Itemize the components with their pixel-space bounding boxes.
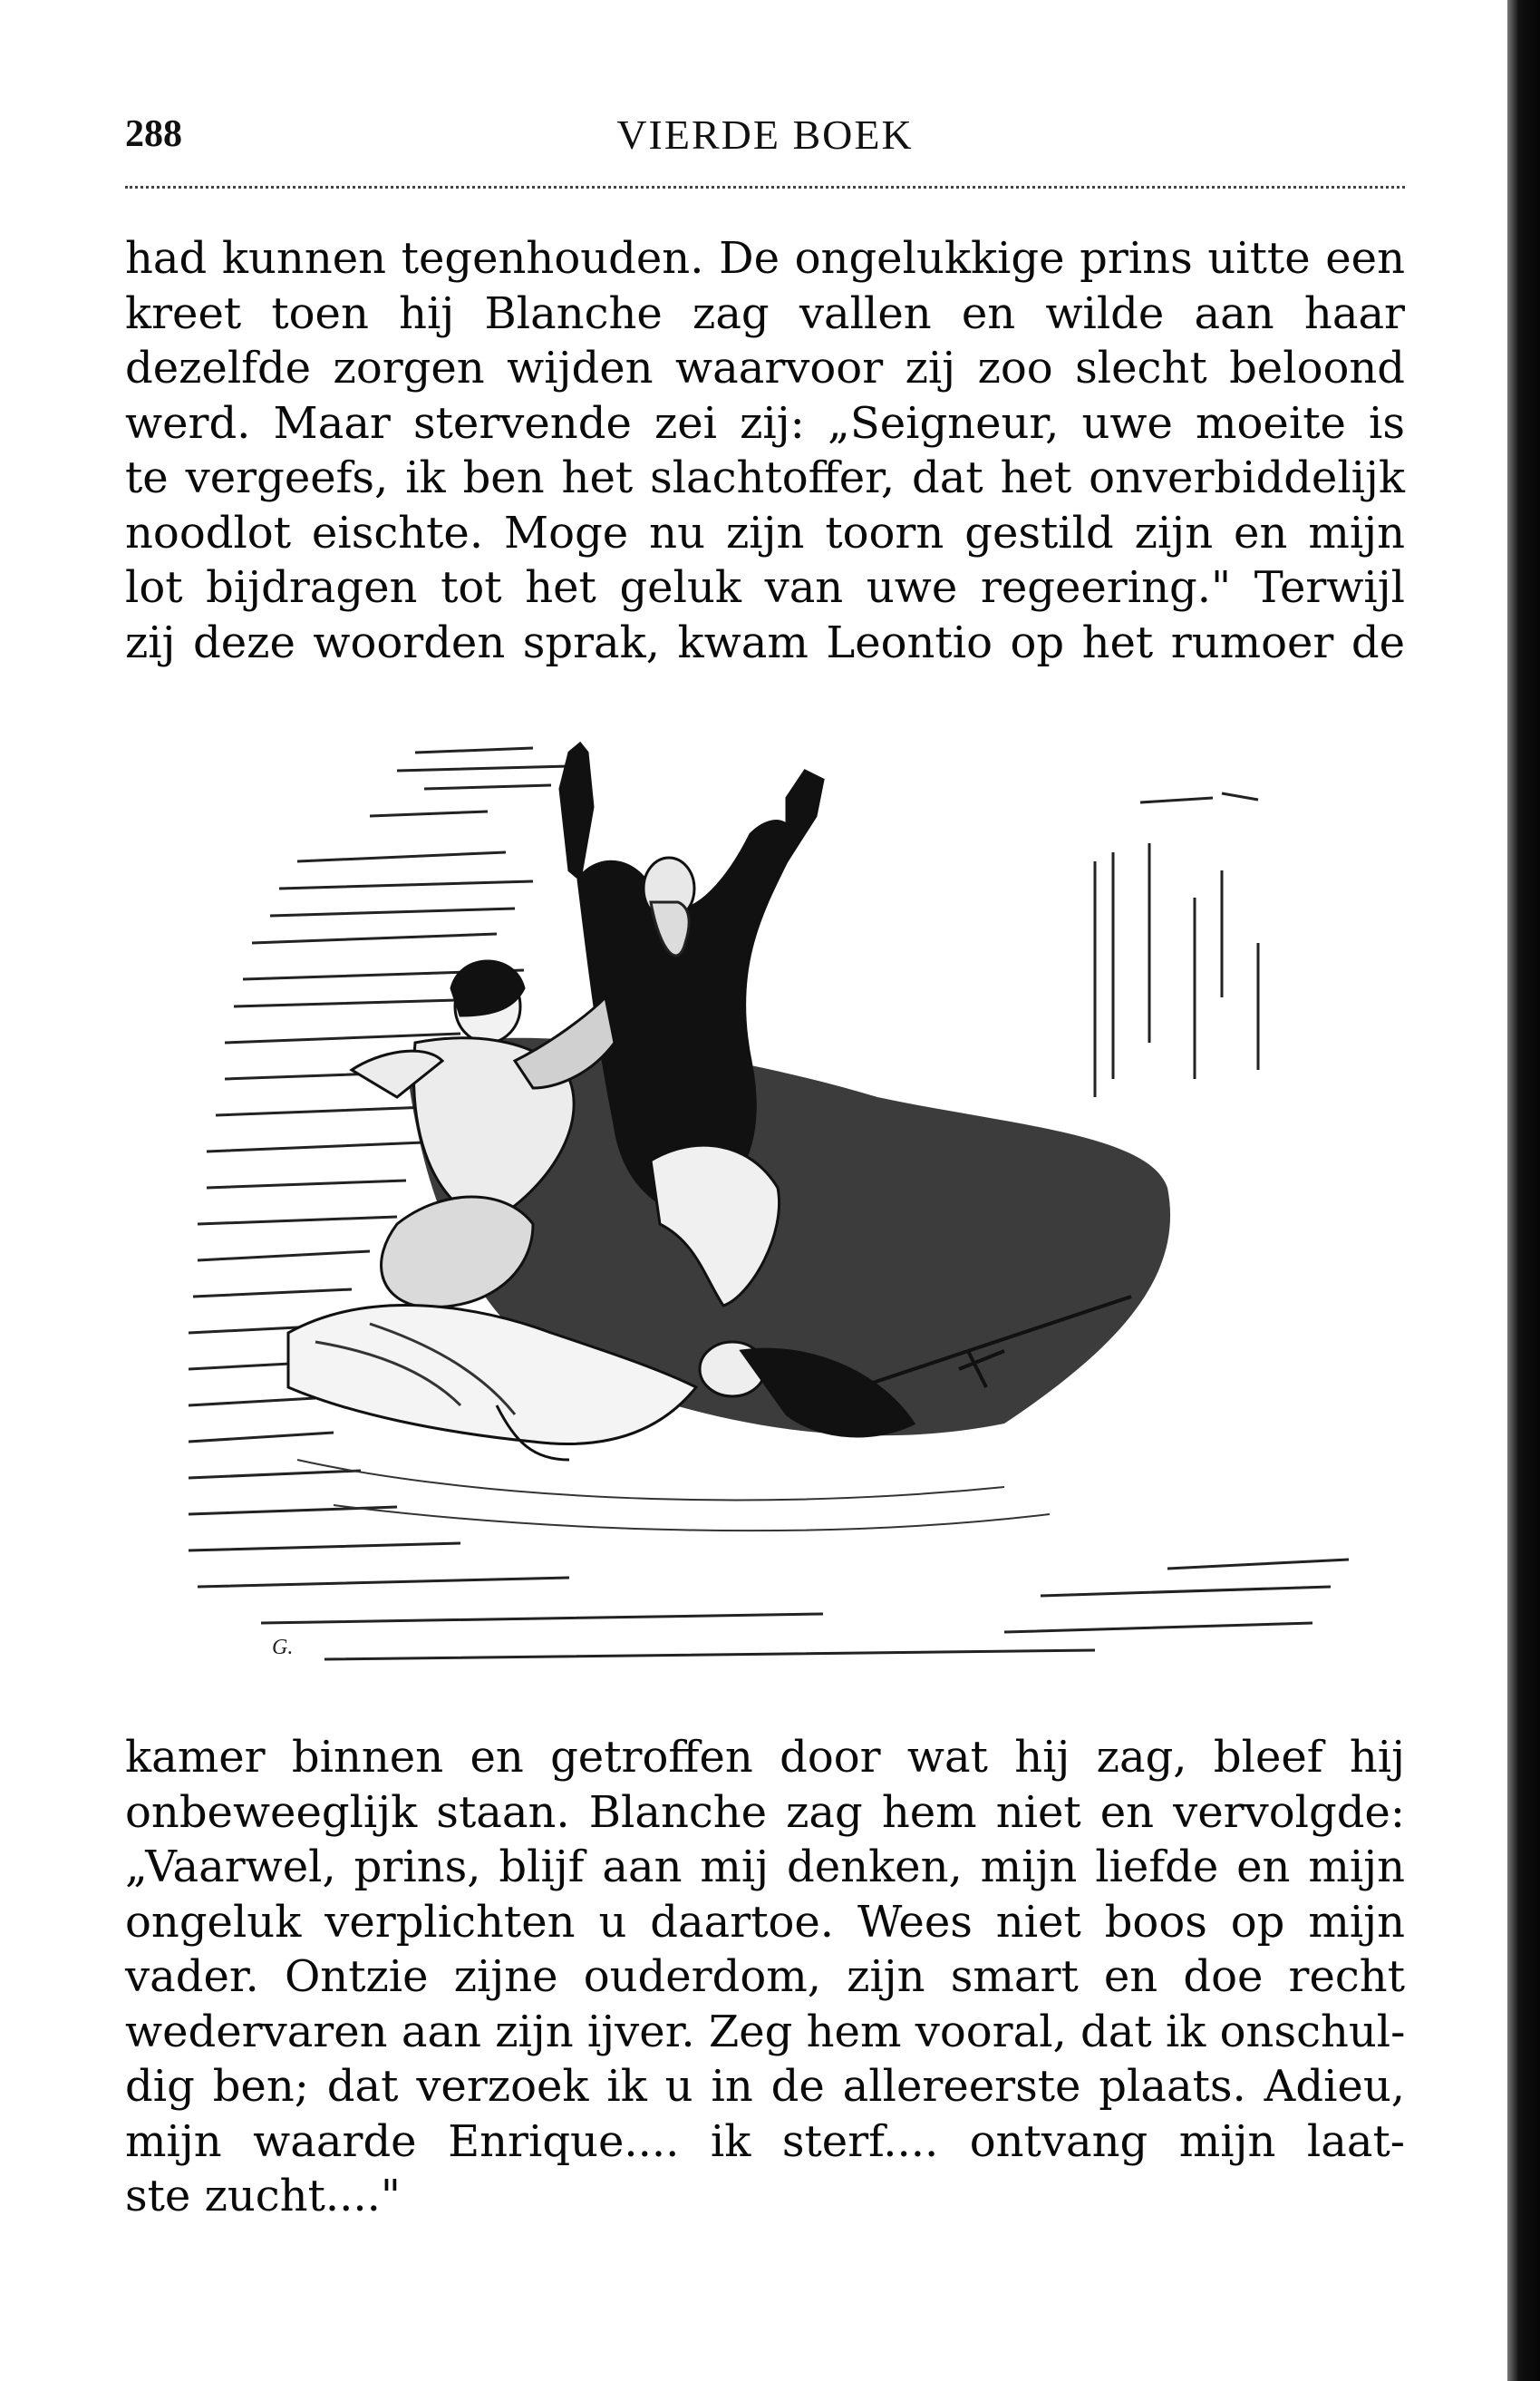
running-title: VIERDE BOEK (616, 112, 914, 158)
paragraph-top (125, 231, 1405, 670)
paragraph-bottom (125, 1730, 1405, 2224)
text-line: ongeluk verplichten u daartoe. Wees niet boos op mijn (125, 1896, 1405, 1948)
header-rule (125, 186, 1405, 189)
text-line: zij deze woorden sprak, kwam Leontio op het rumoer de (125, 617, 1405, 668)
page-edge-shadow (1507, 0, 1540, 2381)
text-line: vader. Ontzie zijne ouderdom, zijn smart en doe recht (125, 1951, 1405, 2002)
text-line: te vergeefs, ik ben het slachtoffer, dat het onverbiddelijk (125, 452, 1405, 503)
text-line: onbeweeglijk staan. Blanche zag hem niet en vervolgde: (125, 1786, 1405, 1838)
page-header (125, 107, 1405, 170)
text-line: wedervaren aan zijn ijver. Zeg hem vooral, dat ik onschul- (125, 2006, 1406, 2057)
text-line: had kunnen tegenhouden. De ongelukkige prins uitte een (125, 233, 1405, 284)
text-line: „Vaarwel, prins, blijf aan mij denken, mijn liefde en mijn (125, 1842, 1405, 1892)
background-columns (1095, 793, 1258, 1097)
page-number: 288 (125, 113, 182, 155)
text-line: lot bijdragen tot het geluk van uwe regeering." Terwijl (125, 562, 1405, 613)
text-line: dezelfde zorgen wijden waarvoor zij zoo slecht beloond (125, 343, 1405, 394)
illustration-ground-lines (297, 1460, 1050, 1531)
text-line: ste zucht...." (125, 2171, 401, 2221)
engraving-illustration (189, 716, 1349, 1705)
text-line: kamer binnen en getroffen door wat hij zag, bleef hij (125, 1732, 1405, 1783)
text-line: mijn waarde Enrique.... ik sterf.... ontvang mijn laat- (125, 2115, 1405, 2167)
text-line: dig ben; dat verzoek ik u in de allereerste plaats. Adieu, (125, 2061, 1405, 2112)
text-line: werd. Maar stervende zei zij: „Seigneur, uwe moeite is (125, 397, 1405, 449)
text-line: noodlot eischte. Moge nu zijn toorn gestild zijn en mijn (125, 507, 1405, 559)
text-line: kreet toen hij Blanche zag vallen en wilde aan haar (125, 287, 1405, 339)
artist-signature: G. (272, 1636, 294, 1659)
